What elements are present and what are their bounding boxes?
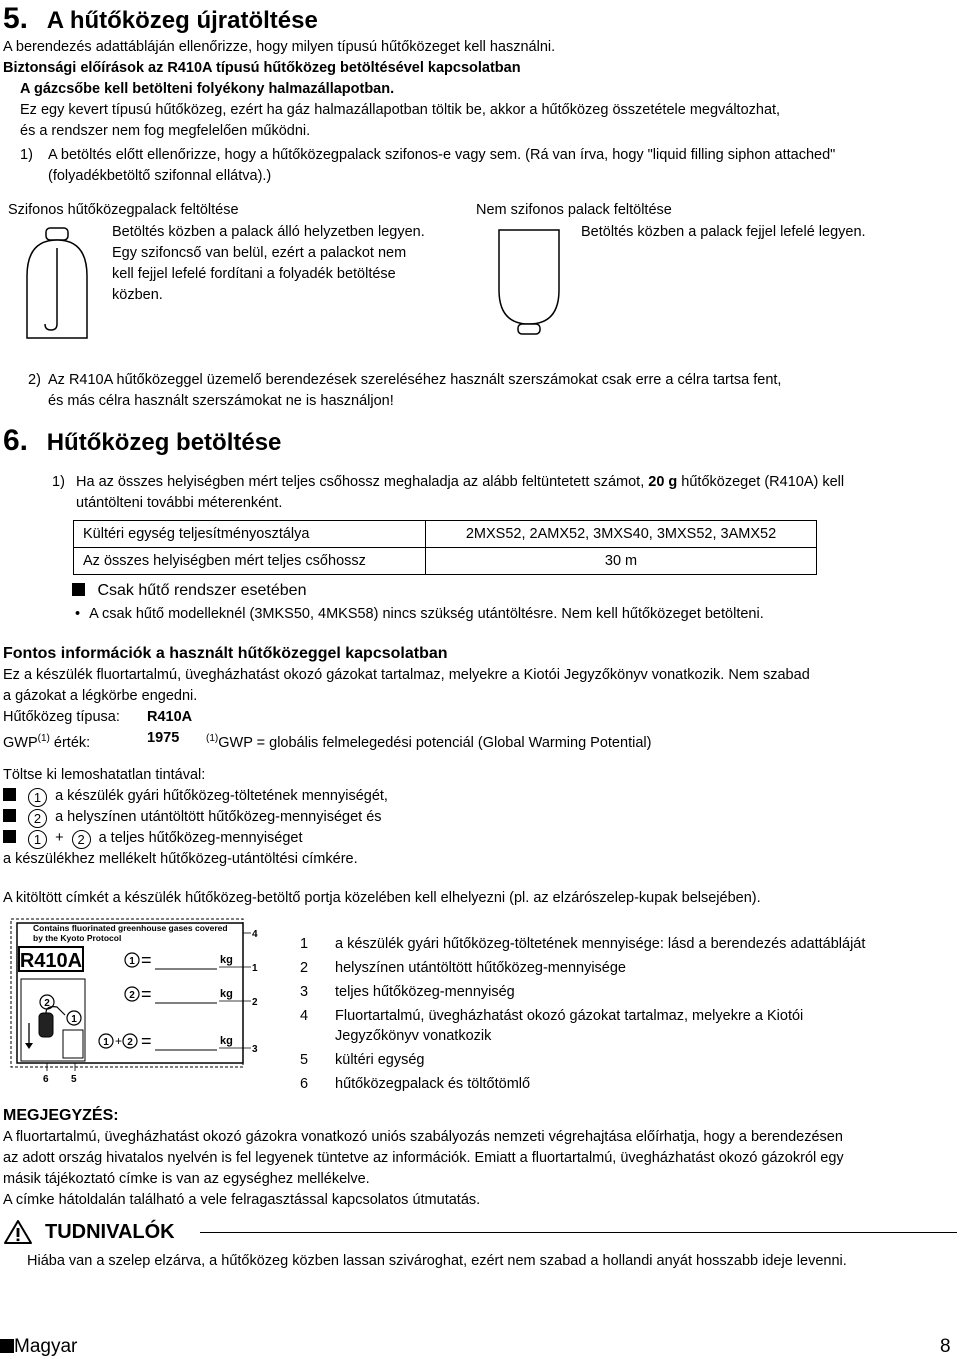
- label-circle-1-text: 1: [129, 956, 135, 967]
- siphon-title: Szifonos hűtőközegpalack feltöltése: [8, 202, 239, 218]
- fill-item-2-text: a helyszínen utántöltött hűtőközeg-mennyiséget és: [55, 809, 382, 825]
- siphon-text-line4: közben.: [112, 287, 163, 303]
- table-cell-label: Kültéri egység teljesítményosztálya: [74, 521, 426, 548]
- label-callout-4: 4: [252, 929, 258, 940]
- label-refrigerant: R410A: [19, 950, 83, 972]
- black-square-icon: [3, 788, 16, 801]
- label-callout-3: 3: [252, 1044, 258, 1055]
- section-6-title: Hűtőközeg betöltése: [46, 429, 282, 456]
- label-header-line2: by the Kyoto Protocol: [33, 933, 122, 943]
- section-5-heading: [3, 2, 318, 36]
- table-cell-value: 30 m: [426, 548, 817, 575]
- label-circle-2b-text: 2: [127, 1037, 133, 1048]
- important-heading: Fontos információk a használt hűtőközeggel kapcsolatban: [3, 645, 448, 662]
- step-2-number: 2): [28, 372, 41, 388]
- cooling-only-text: A csak hűtő modelleknél (3MKS50, 4MKS58) nincs szükség utántöltésre. Nem kell hűtőközeget betölteni.: [89, 606, 764, 622]
- footer-language-text: Magyar: [14, 1336, 78, 1357]
- label-callout-1: 1: [252, 963, 258, 974]
- fill-item-3: [3, 828, 303, 849]
- label-eq-1: =: [141, 950, 152, 970]
- legend-num-1: 1: [300, 936, 309, 952]
- footer-page-number: 8: [940, 1336, 951, 1357]
- safety-heading: Biztonsági előírások az R410A típusú hűtőközeg betöltésével kapcsolatban: [3, 60, 521, 76]
- inverted-cylinder-icon: [494, 226, 564, 338]
- label-eq-3: =: [141, 1031, 152, 1051]
- legend-text-6: hűtőközegpalack és töltőtömlő: [335, 1076, 531, 1092]
- label-unit-circle-2-text: 2: [44, 998, 50, 1009]
- s6-step-1-line1: [76, 472, 844, 493]
- legend-text-4b: Jegyzőkönyv vonatkozik: [335, 1028, 492, 1044]
- mix-warning-line2: és a rendszer nem fog megfelelően működni.: [20, 123, 311, 139]
- label-header-line1: Contains fluorinated greenhouse gases covered: [33, 923, 228, 933]
- legend-num-2: 2: [300, 960, 309, 976]
- table-cell-value: 2MXS52, 2AMX52, 3MXS40, 3MXS52, 3AMX52: [426, 521, 817, 548]
- s6-step-1-text-a: Ha az összes helyiségben mért teljes csőhossz meghaladja az alább feltüntetett számot,: [76, 474, 649, 490]
- section-6-number: 6.: [3, 424, 29, 457]
- legend-num-6: 6: [300, 1076, 309, 1092]
- important-p1-line2: a gázokat a légkörbe engedni.: [3, 688, 198, 704]
- refrigerant-type-label: Hűtőközeg típusa:: [3, 709, 120, 725]
- label-callout-6: 6: [43, 1074, 49, 1085]
- black-square-icon: [0, 1339, 14, 1353]
- caution-heading: TUDNIVALÓK: [45, 1221, 175, 1243]
- step-1-line2: (folyadékbetöltő szifonnal ellátva).): [48, 168, 272, 184]
- gwp-sup: (1): [37, 733, 50, 744]
- table-row: [74, 521, 817, 548]
- fill-item-2: [3, 807, 382, 828]
- label-circle-2-text: 2: [129, 990, 135, 1001]
- upright-cylinder-icon: [22, 226, 92, 342]
- note-line1: A fluortartalmú, üvegházhatást okozó gázokra vonatkozó uniós szabályozás nemzeti végrehajtása előírhatja, hogy a berendezésen: [3, 1129, 843, 1145]
- refrigerant-label-figure: [5, 915, 270, 1087]
- circle-1-icon: 1: [28, 788, 47, 807]
- fill-end: a készülékhez mellékelt hűtőközeg-utántöltési címkére.: [3, 851, 358, 867]
- safety-subheading: A gázcsőbe kell betölteni folyékony halmazállapotban.: [20, 81, 395, 97]
- step-1-line1: A betöltés előtt ellenőrizze, hogy a hűtőközegpalack szifonos-e vagy sem. (Rá van írva, hogy "liquid filling siphon attached": [48, 147, 836, 163]
- caution-divider: [200, 1232, 957, 1233]
- gwp-value: 1975: [147, 730, 180, 746]
- section-5-number: 5.: [3, 2, 29, 35]
- circle-2-icon: 2: [28, 809, 47, 828]
- fill-item-1-text: a készülék gyári hűtőközeg-töltetének mennyiségét,: [55, 788, 388, 804]
- label-eq-2: =: [141, 984, 152, 1004]
- note-line4: A címke hátoldalán található a vele felragasztással kapcsolatos útmutatás.: [3, 1192, 481, 1208]
- cooling-only-title: Csak hűtő rendszer esetében: [97, 582, 307, 599]
- nosiphon-title: Nem szifonos palack feltöltése: [476, 202, 672, 218]
- pipe-length-table: [73, 520, 817, 575]
- gwp-text: GWP: [3, 734, 38, 751]
- legend-text-5: kültéri egység: [335, 1052, 425, 1068]
- fill-intro: Töltse ki lemoshatatlan tintával:: [3, 767, 206, 783]
- fill-item-1: [3, 786, 388, 807]
- table-cell-label: Az összes helyiségben mért teljes csőhossz: [74, 548, 426, 575]
- label-placement-text: A kitöltött címkét a készülék hűtőközeg-betöltő portja közelében kell elhelyezni (pl. az elzárószelep-kupak belsejében).: [3, 890, 761, 906]
- siphon-text-line2: Egy szifoncső van belül, ezért a palackot nem: [112, 245, 407, 261]
- refrigerant-type-value: R410A: [147, 709, 193, 725]
- step-2-line2: és más célra használt szerszámokat ne is használjon!: [48, 393, 394, 409]
- nosiphon-text: Betöltés közben a palack fejjel lefelé legyen.: [581, 224, 866, 240]
- legend-num-5: 5: [300, 1052, 309, 1068]
- note-heading: MEGJEGYZÉS:: [3, 1107, 119, 1124]
- label-cylinder-icon: [39, 1013, 53, 1037]
- footer-language: [0, 1336, 77, 1358]
- s6-step-1-text-b: hűtőközeget (R410A) kell: [677, 474, 845, 490]
- step-2-line1: Az R410A hűtőközeggel üzemelő berendezések szereléséhez használt szerszámokat csak erre a célra tartsa fent,: [48, 372, 782, 388]
- bullet-icon: •: [75, 606, 81, 622]
- circle-2-icon: 2: [72, 830, 91, 849]
- gwp-footnote-text: GWP = globális felmelegedési potenciál (Global Warming Potential): [218, 734, 652, 751]
- black-square-icon: [72, 583, 85, 596]
- caution-text: Hiába van a szelep elzárva, a hűtőközeg közben lassan szivároghat, ezért nem szabad a hollandi anyát hosszabb ideje levenni.: [27, 1253, 847, 1269]
- legend-text-3: teljes hűtőközeg-mennyiség: [335, 984, 515, 1000]
- s6-step-1-line2: utántölteni további méterenként.: [76, 495, 283, 511]
- fill-item-3-text: a teljes hűtőközeg-mennyiséget: [98, 830, 303, 846]
- note-line3: másik tájékoztató címke is van az egységhez mellékelve.: [3, 1171, 370, 1187]
- siphon-text-line3: kell fejjel lefelé fordítani a folyadék betöltése: [112, 266, 396, 282]
- section-5-title: A hűtőközeg újratöltése: [46, 7, 318, 34]
- step-1-number: 1): [20, 147, 33, 163]
- black-square-icon: [3, 830, 16, 843]
- warning-icon: [3, 1219, 33, 1245]
- legend-text-1: a készülék gyári hűtőközeg-töltetének mennyisége: lásd a berendezés adattábláját: [335, 936, 866, 952]
- label-kg-2: kg: [220, 988, 233, 1000]
- black-square-icon: [3, 809, 16, 822]
- legend-text-2: helyszínen utántöltött hűtőközeg-mennyisége: [335, 960, 626, 976]
- label-callout-5: 5: [71, 1074, 77, 1085]
- gwp-label: [3, 728, 90, 754]
- gwp-suffix: érték:: [53, 734, 91, 751]
- gwp-footnote-sup: (1): [206, 733, 219, 744]
- s6-step-1-number: 1): [52, 474, 65, 490]
- label-kg-1: kg: [220, 954, 233, 966]
- table-row: [74, 548, 817, 575]
- label-kg-3: kg: [220, 1035, 233, 1047]
- cooling-only-heading: [72, 580, 306, 602]
- legend-text-4: Fluortartalmú, üvegházhatást okozó gázokat tartalmaz, melyekre a Kiotói: [335, 1008, 804, 1024]
- legend-num-4: 4: [300, 1008, 309, 1024]
- mix-warning-line1: Ez egy kevert típusú hűtőközeg, ezért ha gáz halmazállapotban töltik be, akkor a hűtőközeg összetétele megváltozhat,: [20, 102, 781, 118]
- label-circle-1b-text: 1: [103, 1037, 109, 1048]
- plus-sign: +: [55, 830, 64, 846]
- section-5-intro: A berendezés adattábláján ellenőrizze, hogy milyen típusú hűtőközeget kell használni.: [3, 39, 556, 55]
- cooling-only-bullet: [75, 604, 764, 625]
- important-p1-line1: Ez a készülék fluortartalmú, üvegházhatást okozó gázokat tartalmaz, melyekre a Kiotói Jegyzőkönyv vonatkozik. Nem szabad: [3, 667, 810, 683]
- section-6-heading: [3, 424, 281, 458]
- siphon-text-line1: Betöltés közben a palack álló helyzetben legyen.: [112, 224, 425, 240]
- label-plus: +: [115, 1034, 123, 1048]
- s6-step-1-amount: 20 g: [648, 474, 678, 490]
- gwp-footnote: [206, 728, 651, 754]
- circle-1-icon: 1: [28, 830, 47, 849]
- label-unit-circle-1-text: 1: [71, 1014, 77, 1025]
- note-line2: az adott ország hivatalos nyelvén is fel legyenek tüntetve az információk. Emiatt a fluortartalmú, üvegházhatást okozó gázokról egy: [3, 1150, 844, 1166]
- legend-num-3: 3: [300, 984, 309, 1000]
- label-callout-2: 2: [252, 997, 258, 1008]
